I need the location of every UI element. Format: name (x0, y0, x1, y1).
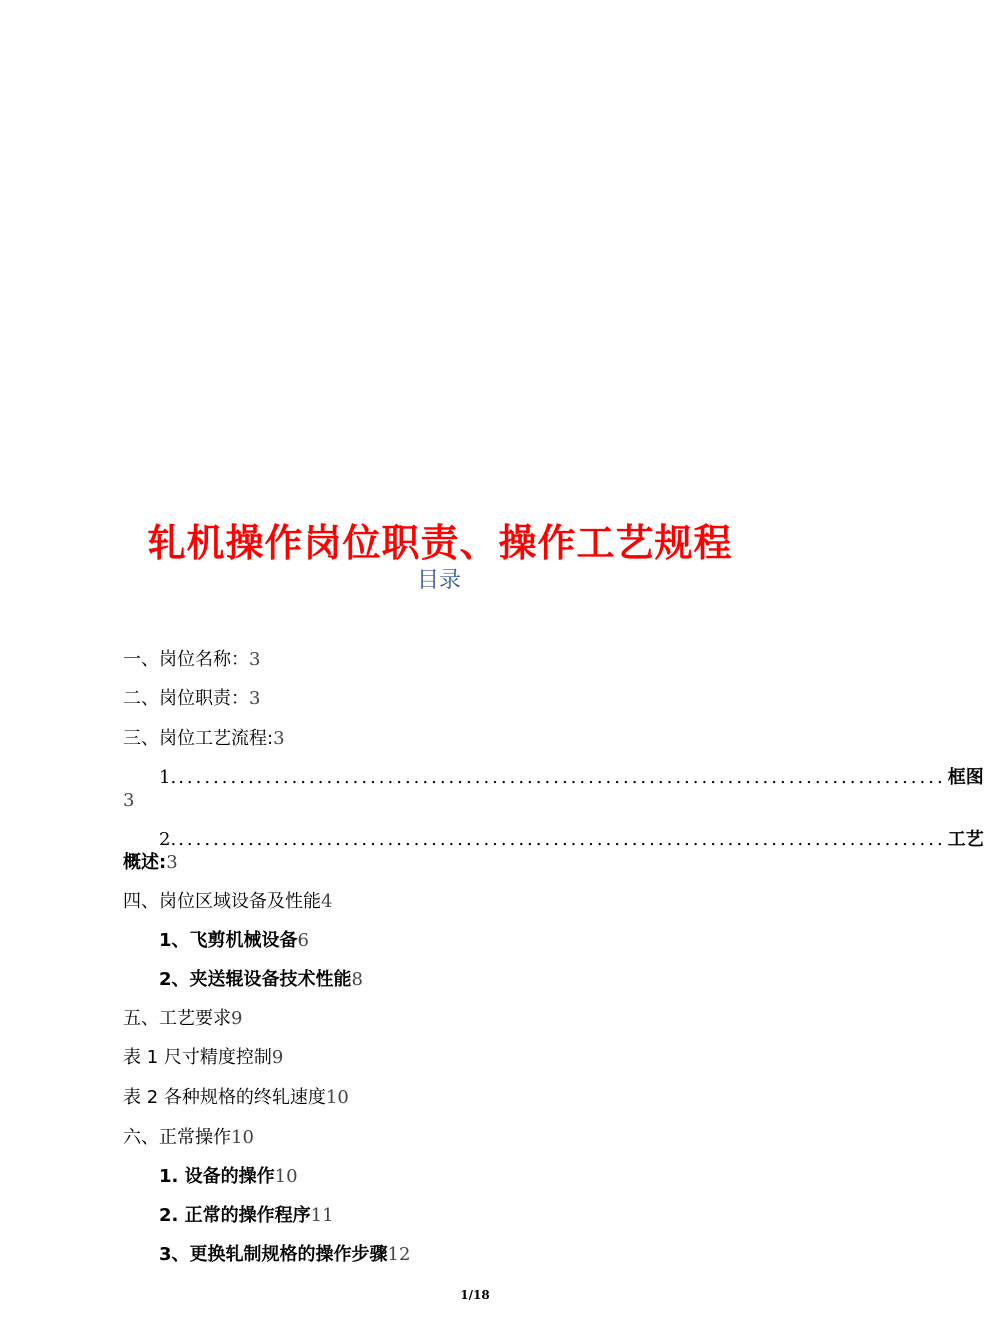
page-number: 1/18 (460, 1288, 490, 1302)
toc-item-page: 10 (231, 1127, 254, 1148)
toc-item-process-overview-wrap (123, 851, 178, 875)
toc-item-label: 工艺 (947, 829, 984, 850)
toc-item-page: 8 (351, 969, 363, 990)
toc-item-process-requirements[interactable] (123, 1007, 242, 1031)
toc-item-area-equipment[interactable] (123, 890, 332, 914)
toc-item-position-name[interactable] (123, 648, 260, 672)
toc-item-page: 3 (123, 790, 135, 811)
toc-item-flow-diagram[interactable] (159, 766, 984, 790)
toc-item-label-continued: 概述: (123, 852, 167, 873)
toc-item-process-overview[interactable] (159, 828, 984, 852)
toc-item-label: 3、更换轧制规格的操作步骤 (159, 1244, 388, 1265)
toc-item-table-2[interactable] (123, 1086, 349, 1110)
toc-item-label: 1. 设备的操作 (159, 1166, 275, 1187)
toc-item-page: 6 (297, 930, 309, 951)
toc-item-label: 2、夹送辊设备技术性能 (159, 969, 352, 990)
toc-item-normal-operation[interactable] (123, 1126, 254, 1150)
toc-item-process-flow[interactable] (123, 727, 285, 751)
toc-item-pinch-roll[interactable] (159, 968, 363, 992)
toc-item-page: 9 (271, 1047, 284, 1068)
toc-item-label: 四、岗位区域设备及性能 (123, 891, 321, 912)
toc-item-page: 3 (249, 649, 261, 670)
document-title: 轧机操作岗位职责、操作工艺规程 (147, 521, 733, 565)
toc-item-label: 六、正常操作 (123, 1127, 231, 1148)
toc-item-normal-procedure[interactable] (159, 1204, 334, 1228)
toc-item-page: 10 (274, 1166, 298, 1187)
toc-item-label: 2. 正常的操作程序 (159, 1205, 311, 1226)
toc-dot-leader: ........................................................................................ (178, 829, 946, 850)
toc-item-flying-shear[interactable] (159, 929, 309, 953)
toc-item-label: 表 1 尺寸精度控制 (123, 1047, 272, 1068)
toc-item-label: 1、飞剪机械设备 (159, 930, 298, 951)
toc-item-flow-diagram-page-line (123, 789, 134, 813)
toc-item-page: 12 (387, 1244, 411, 1265)
toc-item-change-spec-steps[interactable] (159, 1243, 410, 1267)
toc-item-number: 2. (159, 829, 177, 850)
toc-dot-leader: ........................................................................................ (178, 767, 946, 788)
toc-item-page: 9 (231, 1008, 243, 1029)
toc-item-label: 二、岗位职责： (123, 688, 249, 709)
toc-item-position-duties[interactable] (123, 687, 260, 711)
toc-heading: 目录 (416, 568, 461, 593)
toc-item-label: 框图 (947, 767, 984, 788)
toc-item-table-1[interactable] (123, 1046, 283, 1070)
toc-item-number: 1. (159, 767, 177, 788)
toc-item-page: 3 (166, 852, 178, 873)
toc-item-page: 4 (321, 891, 333, 912)
toc-item-label: 五、工艺要求 (123, 1008, 231, 1029)
toc-item-equipment-operation[interactable] (159, 1165, 298, 1189)
toc-item-label: 一、岗位名称： (123, 649, 249, 670)
toc-item-page: 10 (325, 1087, 349, 1108)
toc-item-label: 表 2 各种规格的终轧速度 (123, 1087, 326, 1108)
toc-item-label: 三、岗位工艺流程: (123, 728, 274, 749)
toc-item-page: 11 (310, 1205, 334, 1226)
toc-item-page: 3 (249, 688, 261, 709)
toc-item-page: 3 (273, 728, 285, 749)
